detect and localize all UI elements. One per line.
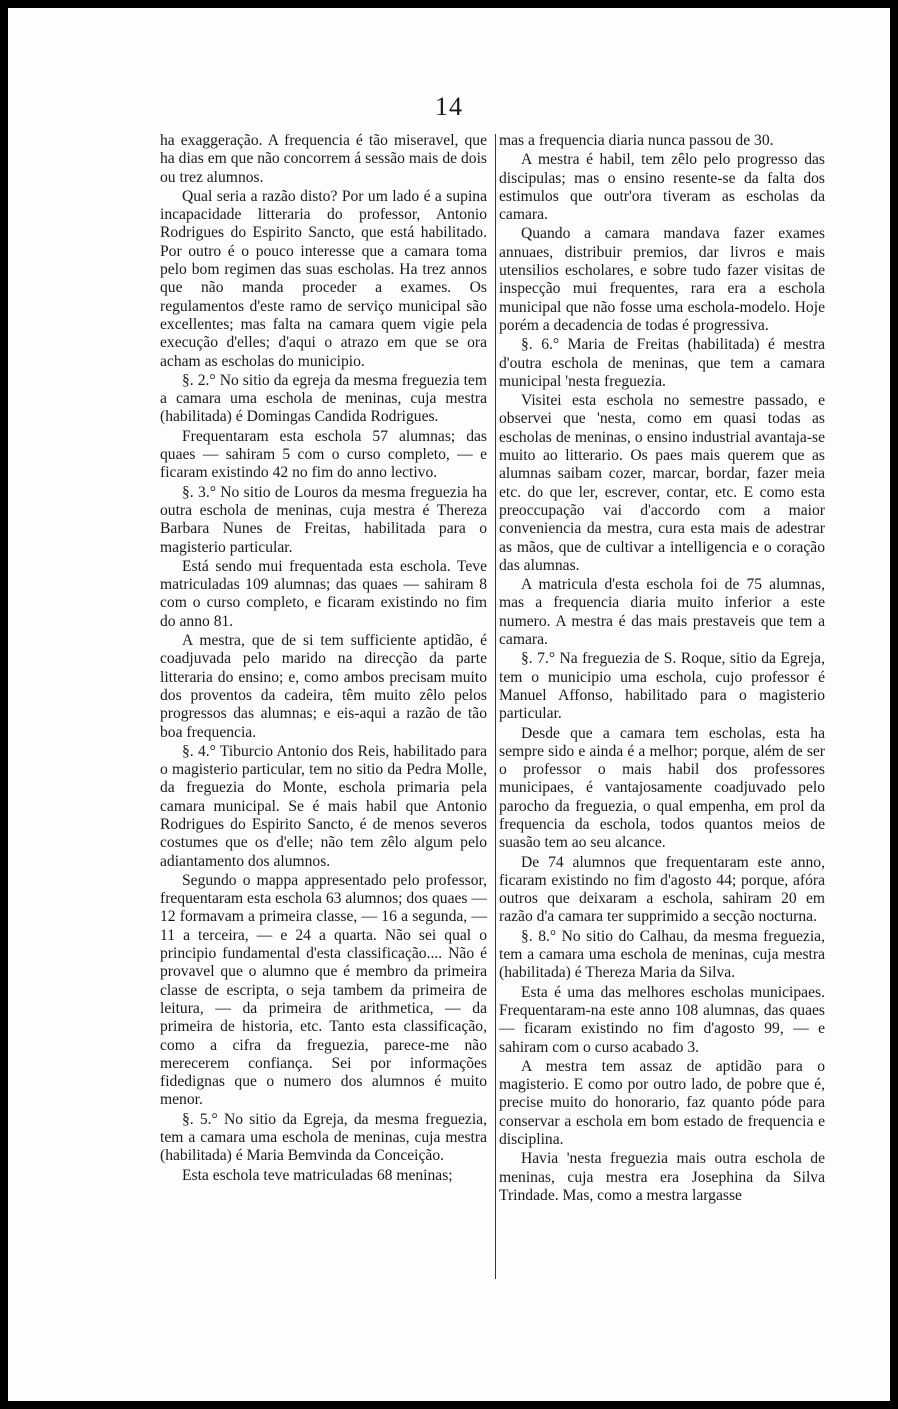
paragraph: ha exaggeração. A frequencia é tão miseravel, que ha dias em que não concorrem á sessão mais de dois ou trez alumnos. <box>160 132 487 186</box>
paragraph: Esta é uma das melhores escholas municipaes. Frequentaram-na este anno 108 alumnas, das quaes — ficaram existindo no fim d'agosto 99, — e sahiram com o curso acabado 3. <box>499 983 825 1056</box>
paragraph: Segundo o mappa appresentado pelo professor, frequentaram esta eschola 63 alumnos; dos quaes — 12 formavam a primeira classe, — 16 a segunda, — 11 a terceira, — e 24 a quarta. Não sei qual o principio fundamental d'esta classificação.... Não é provavel que o alumno que é membro da primeira classe de escripta, o seja tambem da primeira de leitura, — da primeira de arithmetica, — da primeira de historia, etc. Tanto esta classificação, como a cifra da freguezia, parece-me não merecerem confiança. Sei por informações fidedignas que o numero dos alumnos é muito menor. <box>160 871 487 1109</box>
paragraph: §. 8.° No sitio do Calhau, da mesma freguezia, tem a camara uma eschola de meninas, cuja mestra (habilitada) é Thereza Maria da Silva. <box>499 927 825 982</box>
paragraph: Frequentaram esta eschola 57 alumnas; das quaes — sahiram 5 com o curso completo, — e ficaram existindo 42 no fim do anno lectivo. <box>160 427 487 482</box>
paragraph: Desde que a camara tem escholas, esta ha sempre sido e ainda é a melhor; porque, além de ser o professor o mais habil dos professores municipaes, é vantajosamente coadjuvado pelo parocho da freguezia, o qual empenha, em prol da frequencia da eschola, todos quantos meios de suasão tem ao seu alcance. <box>499 724 825 852</box>
paragraph: mas a frequencia diaria nunca passou de 30. <box>499 132 774 149</box>
paragraph: A mestra, que de si tem sufficiente aptidão, é coadjuvada pelo marido na direcção da parte litteraria do ensino; e, como ambos precisam muito dos proventos da cadeira, têm muito zêlo pelos progressos das alumnas; e eis-aqui a razão de tão boa frequencia. <box>160 632 487 741</box>
paragraph: §. 5.° No sitio da Egreja, da mesma freguezia, tem a camara uma eschola de meninas, cuja mestra (habilitada) é Maria Bemvinda da Conceição. <box>160 1110 487 1165</box>
paragraph: Está sendo mui frequentada esta eschola. Teve matriculadas 109 alumnas; das quaes — sahiram 8 com o curso completo, e ficaram existindo no fim do anno 81. <box>160 557 487 630</box>
paragraph: A mestra é habil, tem zêlo pelo progresso das discipulas; mas o ensino resente-se da falta dos estimulos que outr'ora tiveram as escholas da camara. <box>499 151 825 224</box>
paragraph: Havia 'nesta freguezia mais outra eschola de meninas, cuja mestra era Josephina da Silva Trindade. Mas, como a mestra largasse <box>499 1150 825 1204</box>
document-page <box>8 8 890 1401</box>
right-column <box>499 132 825 1206</box>
paragraph: §. 4.° Tiburcio Antonio dos Reis, habilitado para o magisterio particular, tem no sitio da Pedra Molle, da freguezia do Monte, eschola primaria pela camara municipal. Se é mais habil que Antonio Rodrigues do Espirito Sancto, é de menos severos costumes que os d'elle; não tem zêlo algum pelo adiantamento dos alumnos. <box>160 742 487 870</box>
paragraph: Qual seria a razão disto? Por um lado é a supina incapacidade litteraria do professor, Antonio Rodrigues do Espirito Sancto, que está habilitado. Por outro é o pouco interesse que a camara toma pelo bom regimen das suas escholas. Ha trez annos que não manda proceder a exames. Os regulamentos d'este ramo de serviço municipal são excellentes; mas falta na camara quem vigie pela execução d'elles; d'aqui o atrazo em que se ora acham as escholas do municipio. <box>160 187 487 370</box>
paragraph: §. 2.° No sitio da egreja da mesma freguezia tem a camara uma eschola de meninas, cuja mestra (habilitada) é Domingas Candida Rodrigues. <box>160 371 487 426</box>
column-divider <box>495 134 496 1279</box>
paragraph: Visitei esta eschola no semestre passado, e observei que 'nesta, como em quasi todas as escholas de meninas, o ensino industrial avantaja-se muito ao litterario. Os paes mais querem que as alumnas saibam cozer, marcar, bordar, fazer meia etc. do que ler, escrever, contar, etc. E como esta preoccupação vai d'accordo com a maior conveniencia da mestra, cura esta mais de adestrar as mãos, que de cultivar a intelligencia e o coração das alumnas. <box>499 392 825 574</box>
paragraph: A mestra tem assaz de aptidão para o magisterio. E como por outro lado, de pobre que é, precise muito do honorario, faz quanto póde para conservar a eschola em bom estado de frequencia e disciplina. <box>499 1057 825 1149</box>
paragraph: §. 3.° No sitio de Louros da mesma freguezia ha outra eschola de meninas, cuja mestra é Thereza Barbara Nunes de Freitas, habilitada para o magisterio particular. <box>160 483 487 556</box>
paragraph: Quando a camara mandava fazer exames annuaes, distribuir premios, dar livros e mais utensilios escholares, e sobre tudo fazer visitas de inspecção mui frequentes, rara era a eschola municipal que não fosse uma eschola-modelo. Hoje porém a decadencia de todas é progressiva. <box>499 225 825 334</box>
paragraph: §. 6.° Maria de Freitas (habilitada) é mestra d'outra eschola de meninas, que tem a camara municipal 'nesta freguezia. <box>499 336 825 390</box>
page-number: 14 <box>435 92 463 121</box>
paragraph: Esta eschola teve matriculadas 68 meninas; <box>182 1166 453 1184</box>
left-column <box>160 132 487 1186</box>
paragraph: §. 7.° Na freguezia de S. Roque, sitio da Egreja, tem o municipio uma eschola, cujo professor é Manuel Affonso, habilitado para o magisterio particular. <box>499 650 825 723</box>
paragraph: A matricula d'esta eschola foi de 75 alumnas, mas a frequencia diaria muito inferior a este numero. A mestra é das mais prestaveis que tem a camara. <box>499 576 825 649</box>
paragraph: De 74 alumnos que frequentaram este anno, ficaram existindo no fim d'agosto 44; porque, afóra outros que deixaram a eschola, sahiram 20 em razão d'a camara ter supprimido a secção nocturna. <box>499 853 825 926</box>
